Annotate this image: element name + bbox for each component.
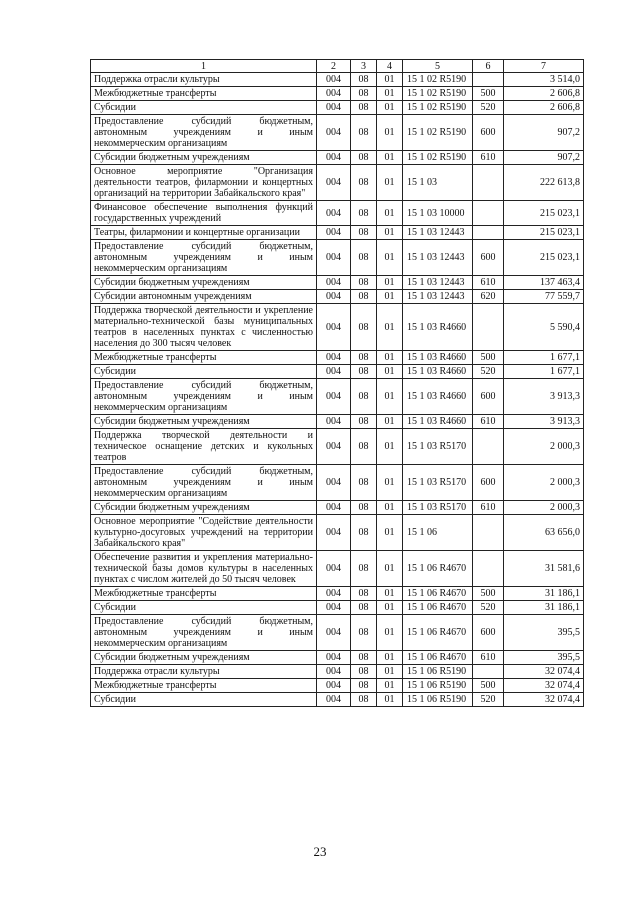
ministry-code-cell: 004: [317, 679, 351, 693]
table-row: [91, 201, 584, 226]
amount-cell: 63 656,0: [504, 515, 584, 551]
section-code-cell: 08: [351, 465, 377, 501]
row-name-cell: Поддержка отрасли культуры: [91, 665, 317, 679]
expense-type-cell: 500: [473, 679, 504, 693]
target-article-cell: 15 1 02 R5190: [403, 101, 473, 115]
row-name-cell: Субсидии бюджетным учреждениям: [91, 501, 317, 515]
amount-cell: 2 000,3: [504, 501, 584, 515]
target-article-cell: 15 1 06 R5190: [403, 665, 473, 679]
ministry-code-cell: 004: [317, 73, 351, 87]
row-name-cell: Субсидии бюджетным учреждениям: [91, 651, 317, 665]
amount-cell: 215 023,1: [504, 226, 584, 240]
target-article-cell: 15 1 06 R4670: [403, 615, 473, 651]
subsection-code-cell: 01: [377, 226, 403, 240]
subsection-code-cell: 01: [377, 201, 403, 226]
section-code-cell: 08: [351, 201, 377, 226]
amount-cell: 395,5: [504, 651, 584, 665]
target-article-cell: 15 1 03 R4660: [403, 351, 473, 365]
ministry-code-cell: 004: [317, 304, 351, 351]
budget-table: [90, 59, 584, 707]
target-article-cell: 15 1 06 R5190: [403, 679, 473, 693]
subsection-code-cell: 01: [377, 165, 403, 201]
expense-type-cell: [473, 73, 504, 87]
table-row: [91, 551, 584, 587]
section-code-cell: 08: [351, 551, 377, 587]
amount-cell: 907,2: [504, 115, 584, 151]
table-row: [91, 365, 584, 379]
section-code-cell: 08: [351, 365, 377, 379]
subsection-code-cell: 01: [377, 351, 403, 365]
section-code-cell: 08: [351, 290, 377, 304]
column-header-amount: 7: [504, 60, 584, 73]
subsection-code-cell: 01: [377, 415, 403, 429]
subsection-code-cell: 01: [377, 304, 403, 351]
section-code-cell: 08: [351, 351, 377, 365]
section-code-cell: 08: [351, 587, 377, 601]
section-code-cell: 08: [351, 240, 377, 276]
subsection-code-cell: 01: [377, 679, 403, 693]
row-name-cell: Субсидии: [91, 365, 317, 379]
column-header-expense-type: 6: [473, 60, 504, 73]
section-code-cell: 08: [351, 73, 377, 87]
amount-cell: 32 074,4: [504, 679, 584, 693]
target-article-cell: 15 1 03 12443: [403, 290, 473, 304]
table-row: [91, 101, 584, 115]
expense-type-cell: 610: [473, 151, 504, 165]
row-name-cell: Межбюджетные трансферты: [91, 87, 317, 101]
amount-cell: 31 186,1: [504, 587, 584, 601]
subsection-code-cell: 01: [377, 501, 403, 515]
amount-cell: 1 677,1: [504, 351, 584, 365]
table-row: [91, 501, 584, 515]
table-row: [91, 304, 584, 351]
ministry-code-cell: 004: [317, 165, 351, 201]
ministry-code-cell: 004: [317, 465, 351, 501]
row-name-cell: Предоставление субсидий бюджетным, автономным учреждениям и иным некоммерческим организациям: [91, 615, 317, 651]
expense-type-cell: 520: [473, 101, 504, 115]
expense-type-cell: 600: [473, 115, 504, 151]
expense-type-cell: 600: [473, 240, 504, 276]
subsection-code-cell: 01: [377, 601, 403, 615]
column-header-section: 3: [351, 60, 377, 73]
row-name-cell: Субсидии бюджетным учреждениям: [91, 151, 317, 165]
row-name-cell: Поддержка творческой деятельности и техническое оснащение детских и кукольных театров: [91, 429, 317, 465]
ministry-code-cell: 004: [317, 515, 351, 551]
target-article-cell: 15 1 06 R5190: [403, 693, 473, 707]
section-code-cell: 08: [351, 151, 377, 165]
expense-type-cell: [473, 429, 504, 465]
target-article-cell: 15 1 03 R4660: [403, 365, 473, 379]
amount-cell: 32 074,4: [504, 693, 584, 707]
target-article-cell: 15 1 06 R4670: [403, 651, 473, 665]
table-row: [91, 276, 584, 290]
section-code-cell: 08: [351, 87, 377, 101]
amount-cell: 222 613,8: [504, 165, 584, 201]
amount-cell: 2 606,8: [504, 87, 584, 101]
table-row: [91, 651, 584, 665]
target-article-cell: 15 1 06 R4670: [403, 601, 473, 615]
ministry-code-cell: 004: [317, 276, 351, 290]
amount-cell: 77 559,7: [504, 290, 584, 304]
ministry-code-cell: 004: [317, 615, 351, 651]
section-code-cell: 08: [351, 165, 377, 201]
table-row: [91, 693, 584, 707]
target-article-cell: 15 1 06 R4670: [403, 587, 473, 601]
expense-type-cell: 600: [473, 615, 504, 651]
table-row: [91, 165, 584, 201]
row-name-cell: Предоставление субсидий бюджетным, автономным учреждениям и иным некоммерческим организациям: [91, 115, 317, 151]
amount-cell: 137 463,4: [504, 276, 584, 290]
expense-type-cell: [473, 515, 504, 551]
target-article-cell: 15 1 03 12443: [403, 240, 473, 276]
subsection-code-cell: 01: [377, 693, 403, 707]
ministry-code-cell: 004: [317, 365, 351, 379]
ministry-code-cell: 004: [317, 351, 351, 365]
subsection-code-cell: 01: [377, 651, 403, 665]
section-code-cell: 08: [351, 501, 377, 515]
row-name-cell: Субсидии бюджетным учреждениям: [91, 415, 317, 429]
table-row: [91, 601, 584, 615]
page-number: 23: [313, 844, 327, 859]
amount-cell: 2 000,3: [504, 429, 584, 465]
subsection-code-cell: 01: [377, 276, 403, 290]
row-name-cell: Субсидии: [91, 601, 317, 615]
target-article-cell: 15 1 03 R5170: [403, 501, 473, 515]
row-name-cell: Субсидии бюджетным учреждениям: [91, 276, 317, 290]
row-name-cell: Предоставление субсидий бюджетным, автономным учреждениям и иным некоммерческим организациям: [91, 465, 317, 501]
section-code-cell: 08: [351, 115, 377, 151]
table-row: [91, 465, 584, 501]
expense-type-cell: 600: [473, 465, 504, 501]
row-name-cell: Финансовое обеспечение выполнения функций государственных учреждений: [91, 201, 317, 226]
table-row: [91, 240, 584, 276]
section-code-cell: 08: [351, 379, 377, 415]
target-article-cell: 15 1 03 12443: [403, 226, 473, 240]
column-header-name: 1: [91, 60, 317, 73]
table-row: [91, 679, 584, 693]
column-header-subsection: 4: [377, 60, 403, 73]
section-code-cell: 08: [351, 101, 377, 115]
amount-cell: 215 023,1: [504, 201, 584, 226]
target-article-cell: 15 1 03 R5170: [403, 429, 473, 465]
table-row: [91, 351, 584, 365]
row-name-cell: Основное мероприятие "Содействие деятельности культурно-досуговых учреждений на территории Забайкальского края": [91, 515, 317, 551]
column-header-target-article: 5: [403, 60, 473, 73]
subsection-code-cell: 01: [377, 151, 403, 165]
expense-type-cell: 610: [473, 415, 504, 429]
ministry-code-cell: 004: [317, 101, 351, 115]
subsection-code-cell: 01: [377, 465, 403, 501]
target-article-cell: 15 1 02 R5190: [403, 87, 473, 101]
row-name-cell: Основное мероприятие "Организация деятельности театров, филармонии и концертных организаций на территории Забайкальского края": [91, 165, 317, 201]
table-row: [91, 515, 584, 551]
row-name-cell: Предоставление субсидий бюджетным, автономным учреждениям и иным некоммерческим организациям: [91, 379, 317, 415]
subsection-code-cell: 01: [377, 115, 403, 151]
table-row: [91, 615, 584, 651]
ministry-code-cell: 004: [317, 226, 351, 240]
table-body: [91, 73, 584, 707]
expense-type-cell: 520: [473, 365, 504, 379]
section-code-cell: 08: [351, 304, 377, 351]
header-row: [91, 60, 584, 73]
ministry-code-cell: 004: [317, 290, 351, 304]
expense-type-cell: [473, 304, 504, 351]
row-name-cell: Театры, филармонии и концертные организации: [91, 226, 317, 240]
subsection-code-cell: 01: [377, 551, 403, 587]
row-name-cell: Субсидии: [91, 101, 317, 115]
table-row: [91, 665, 584, 679]
target-article-cell: 15 1 03 R4660: [403, 415, 473, 429]
section-code-cell: 08: [351, 429, 377, 465]
subsection-code-cell: 01: [377, 665, 403, 679]
amount-cell: 31 581,6: [504, 551, 584, 587]
section-code-cell: 08: [351, 415, 377, 429]
target-article-cell: 15 1 03 R4660: [403, 304, 473, 351]
expense-type-cell: [473, 665, 504, 679]
section-code-cell: 08: [351, 665, 377, 679]
table-row: [91, 73, 584, 87]
expense-type-cell: 520: [473, 693, 504, 707]
row-name-cell: Обеспечение развития и укрепления материально-технической базы домов культуры в населенных пунктах с числом жителей до 50 тысяч человек: [91, 551, 317, 587]
expense-type-cell: 610: [473, 276, 504, 290]
amount-cell: 3 913,3: [504, 415, 584, 429]
expense-type-cell: [473, 226, 504, 240]
table-row: [91, 379, 584, 415]
expense-type-cell: [473, 165, 504, 201]
expense-type-cell: 610: [473, 651, 504, 665]
subsection-code-cell: 01: [377, 587, 403, 601]
table-row: [91, 415, 584, 429]
row-name-cell: Поддержка отрасли культуры: [91, 73, 317, 87]
expense-type-cell: 500: [473, 87, 504, 101]
subsection-code-cell: 01: [377, 615, 403, 651]
target-article-cell: 15 1 06 R4670: [403, 551, 473, 587]
ministry-code-cell: 004: [317, 693, 351, 707]
subsection-code-cell: 01: [377, 379, 403, 415]
subsection-code-cell: 01: [377, 290, 403, 304]
section-code-cell: 08: [351, 276, 377, 290]
section-code-cell: 08: [351, 601, 377, 615]
subsection-code-cell: 01: [377, 87, 403, 101]
expense-type-cell: 600: [473, 379, 504, 415]
section-code-cell: 08: [351, 651, 377, 665]
table-row: [91, 151, 584, 165]
table-row: [91, 226, 584, 240]
section-code-cell: 08: [351, 615, 377, 651]
expense-type-cell: 500: [473, 351, 504, 365]
amount-cell: 215 023,1: [504, 240, 584, 276]
amount-cell: 3 913,3: [504, 379, 584, 415]
expense-type-cell: 620: [473, 290, 504, 304]
target-article-cell: 15 1 02 R5190: [403, 151, 473, 165]
subsection-code-cell: 01: [377, 101, 403, 115]
section-code-cell: 08: [351, 515, 377, 551]
target-article-cell: 15 1 06: [403, 515, 473, 551]
expense-type-cell: [473, 551, 504, 587]
row-name-cell: Межбюджетные трансферты: [91, 679, 317, 693]
amount-cell: 2 000,3: [504, 465, 584, 501]
ministry-code-cell: 004: [317, 240, 351, 276]
ministry-code-cell: 004: [317, 87, 351, 101]
target-article-cell: 15 1 03 12443: [403, 276, 473, 290]
ministry-code-cell: 004: [317, 601, 351, 615]
amount-cell: 32 074,4: [504, 665, 584, 679]
subsection-code-cell: 01: [377, 365, 403, 379]
expense-type-cell: 610: [473, 501, 504, 515]
row-name-cell: Предоставление субсидий бюджетным, автономным учреждениям и иным некоммерческим организациям: [91, 240, 317, 276]
ministry-code-cell: 004: [317, 429, 351, 465]
ministry-code-cell: 004: [317, 415, 351, 429]
expense-type-cell: 520: [473, 601, 504, 615]
row-name-cell: Межбюджетные трансферты: [91, 351, 317, 365]
ministry-code-cell: 004: [317, 551, 351, 587]
amount-cell: 907,2: [504, 151, 584, 165]
ministry-code-cell: 004: [317, 587, 351, 601]
amount-cell: 395,5: [504, 615, 584, 651]
subsection-code-cell: 01: [377, 73, 403, 87]
row-name-cell: Поддержка творческой деятельности и укрепление материально-технической базы муниципальных театров в населенных пунктах с численностью населения до 300 тысяч человек: [91, 304, 317, 351]
section-code-cell: 08: [351, 226, 377, 240]
amount-cell: 5 590,4: [504, 304, 584, 351]
table-row: [91, 429, 584, 465]
ministry-code-cell: 004: [317, 665, 351, 679]
table-row: [91, 87, 584, 101]
target-article-cell: 15 1 02 R5190: [403, 115, 473, 151]
subsection-code-cell: 01: [377, 429, 403, 465]
section-code-cell: 08: [351, 679, 377, 693]
target-article-cell: 15 1 03: [403, 165, 473, 201]
ministry-code-cell: 004: [317, 651, 351, 665]
amount-cell: 2 606,8: [504, 101, 584, 115]
row-name-cell: Межбюджетные трансферты: [91, 587, 317, 601]
target-article-cell: 15 1 03 R4660: [403, 379, 473, 415]
ministry-code-cell: 004: [317, 379, 351, 415]
target-article-cell: 15 1 03 R5170: [403, 465, 473, 501]
expense-type-cell: 500: [473, 587, 504, 601]
amount-cell: 1 677,1: [504, 365, 584, 379]
table-row: [91, 115, 584, 151]
ministry-code-cell: 004: [317, 115, 351, 151]
amount-cell: 3 514,0: [504, 73, 584, 87]
ministry-code-cell: 004: [317, 151, 351, 165]
table-row: [91, 587, 584, 601]
subsection-code-cell: 01: [377, 515, 403, 551]
target-article-cell: 15 1 03 10000: [403, 201, 473, 226]
row-name-cell: Субсидии: [91, 693, 317, 707]
subsection-code-cell: 01: [377, 240, 403, 276]
ministry-code-cell: 004: [317, 201, 351, 226]
expense-type-cell: [473, 201, 504, 226]
target-article-cell: 15 1 02 R5190: [403, 73, 473, 87]
ministry-code-cell: 004: [317, 501, 351, 515]
section-code-cell: 08: [351, 693, 377, 707]
amount-cell: 31 186,1: [504, 601, 584, 615]
column-header-ministry: 2: [317, 60, 351, 73]
row-name-cell: Субсидии автономным учреждениям: [91, 290, 317, 304]
table-row: [91, 290, 584, 304]
